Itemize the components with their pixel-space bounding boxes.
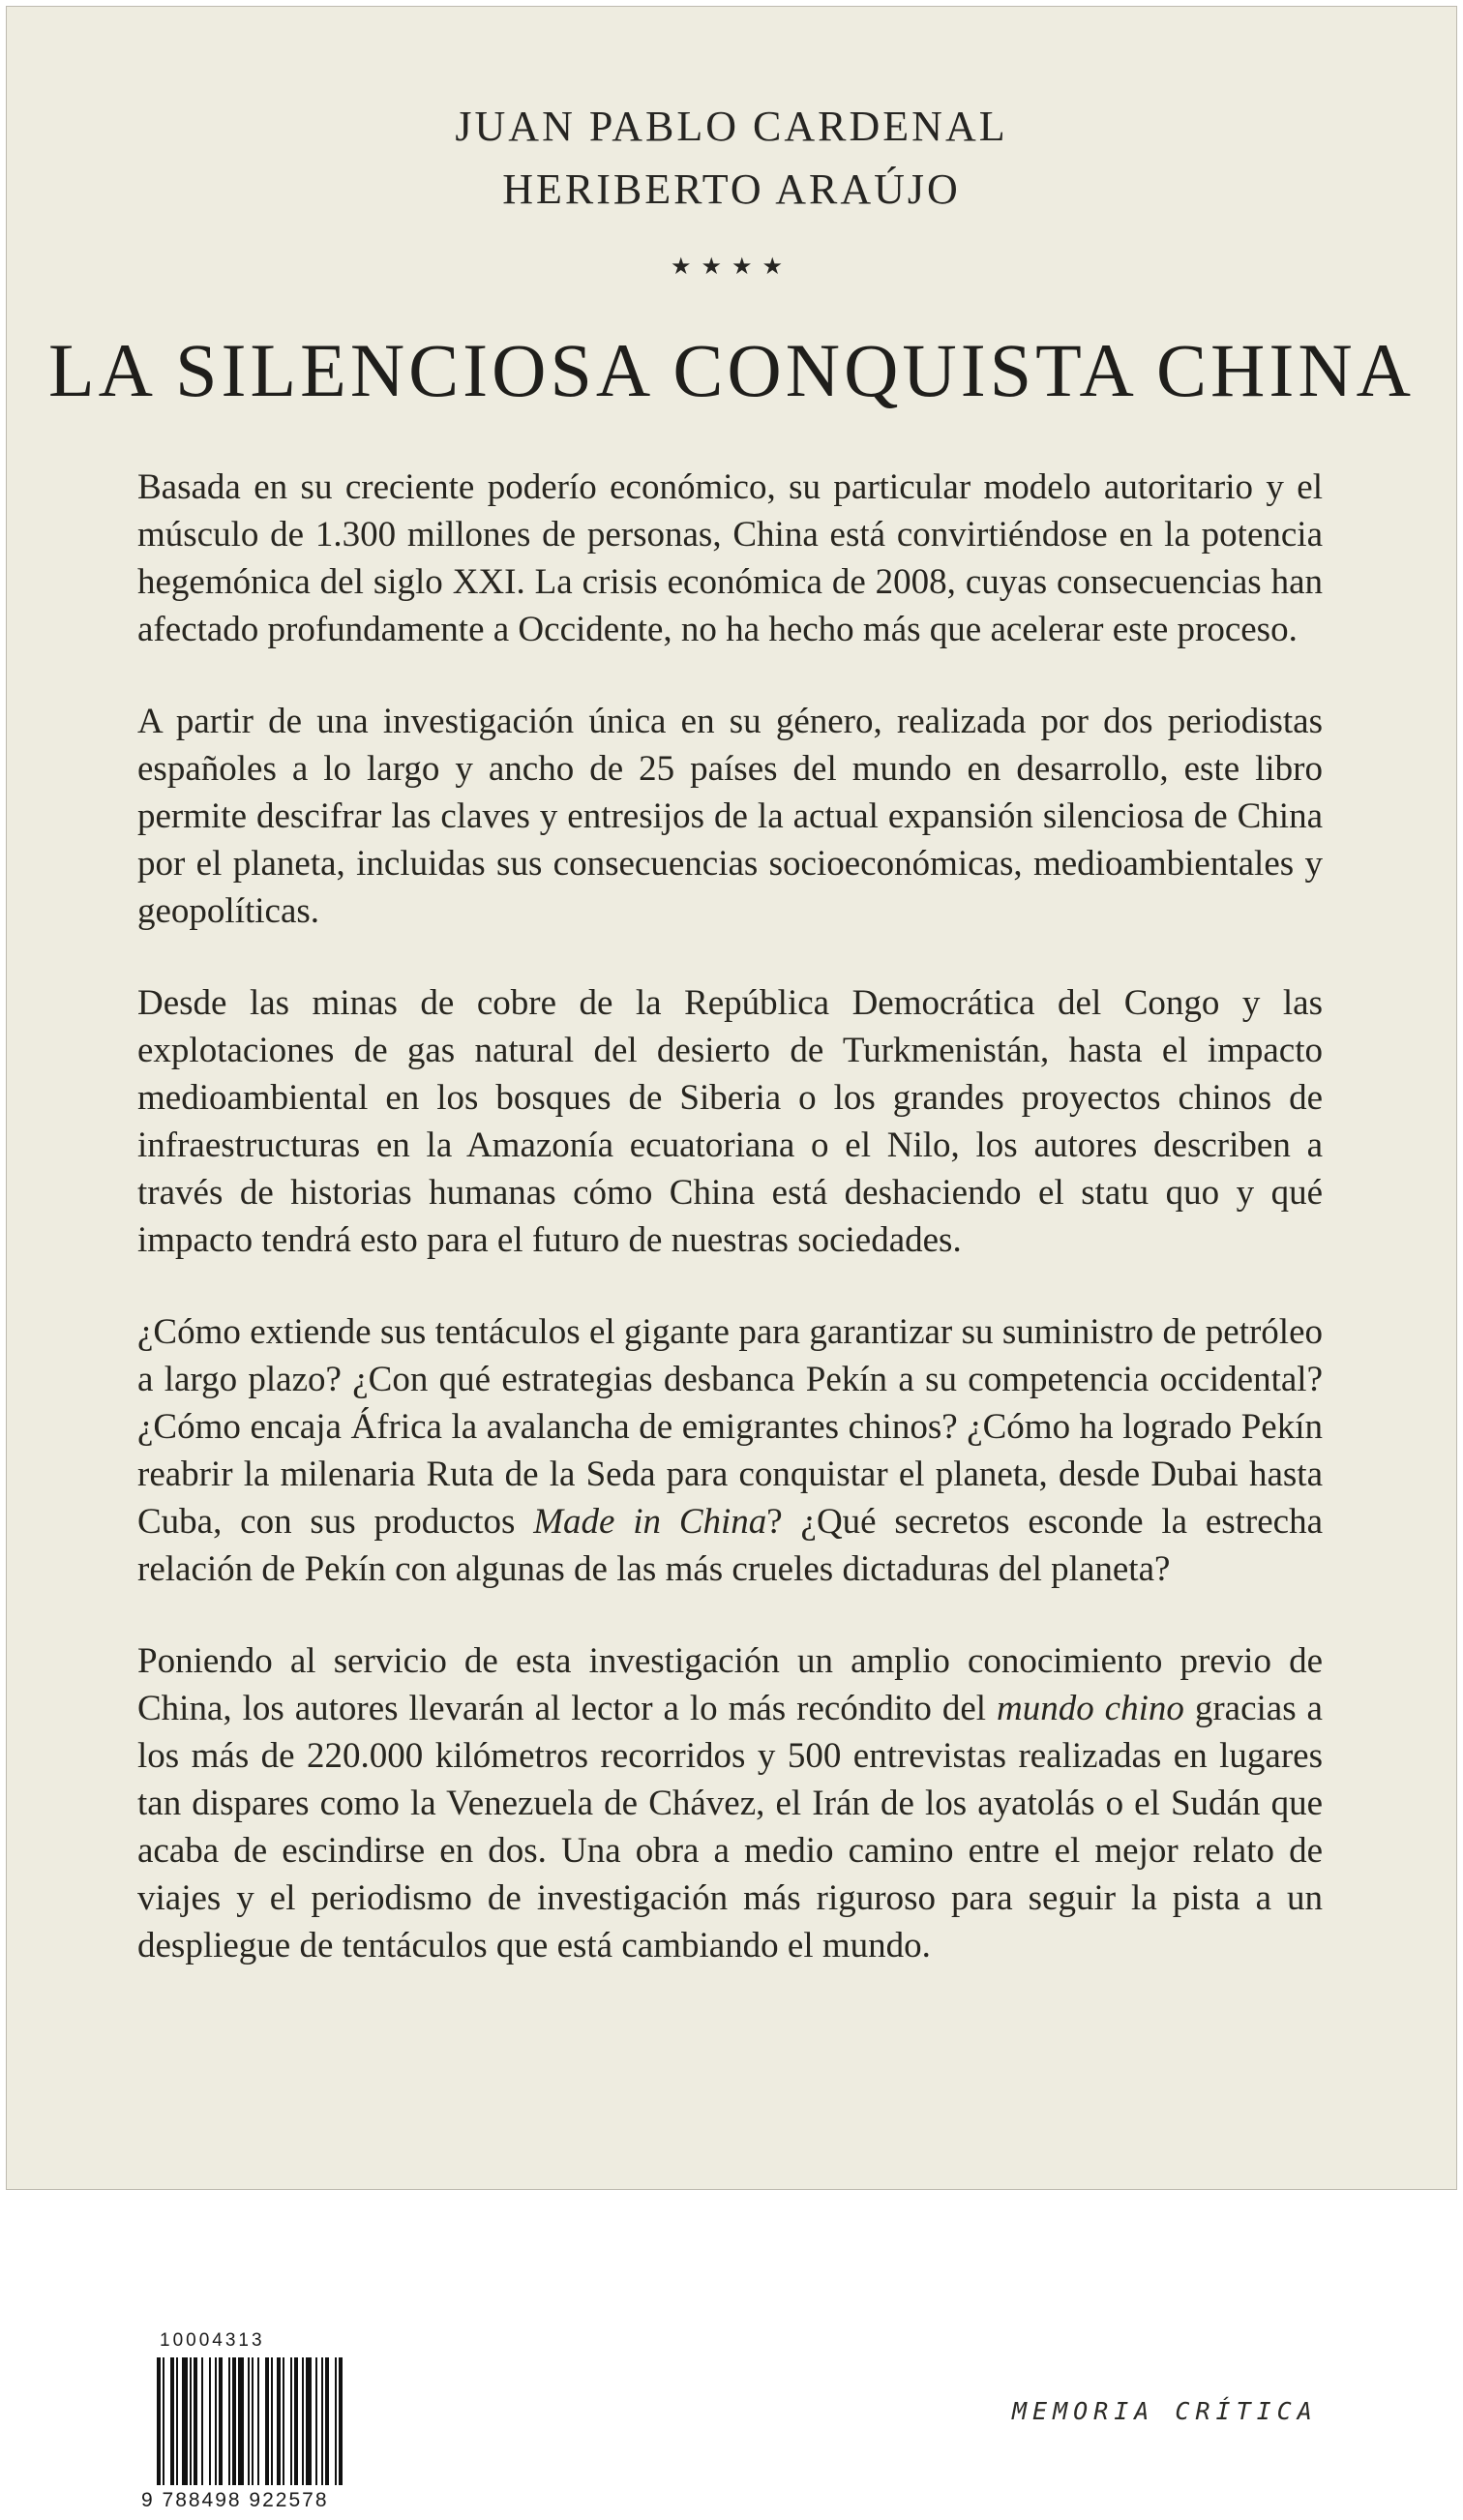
author-name-2: HERIBERTO ARAÚJO (502, 165, 961, 213)
paragraph-4-italic: Made in China (533, 1502, 767, 1542)
author-name-1: JUAN PABLO CARDENAL (455, 103, 1008, 150)
paragraph-5-italic: mundo chino (996, 1689, 1184, 1728)
synopsis-paragraph-5 (137, 1637, 1323, 1969)
barcode-icon (155, 2357, 397, 2485)
publisher-name: MEMORIA CRÍTICA (1012, 2397, 1318, 2425)
barcode-isbn-digits: 9 788498 922578 (141, 2489, 329, 2511)
paragraph-4-text-a: ¿Cómo extiende sus tentáculos el gigante para garantizar su suministro de petróleo a largo plazo? ¿Con qué estrategias desbanca Pekín a su competencia occidental? ¿Cómo encaja África la avalancha de emigrantes chinos? ¿Cómo ha logrado Pekín reabrir la milenaria Ruta de la Seda para conquistar el planeta, desde Dubai hasta Cuba, con sus productos (137, 1312, 1323, 1542)
paragraph-5-text-a: Poniendo al servicio de esta investigación un amplio conocimiento previo de China, los autores llevarán al lector a lo más recóndito del (137, 1641, 1323, 1728)
stars-ornament: ★★★★ (670, 255, 793, 280)
synopsis (137, 464, 1323, 2014)
synopsis-paragraph-4 (137, 1308, 1323, 1593)
paragraph-5-text-b: gracias a los más de 220.000 kilómetros recorridos y 500 entrevistas realizadas en lugares tan dispares como la Venezuela de Chávez, el Irán de los ayatolás o el Sudán que acaba de escindirse en dos. Una obra a medio camino entre el mejor relato de viajes y el periodismo de investigación más riguroso para seguir la pista a un despliegue de tentáculos que está cambiando el mundo. (137, 1689, 1323, 1965)
synopsis-paragraph-2: A partir de una investigación única en su género, realizada por dos periodistas españoles a lo largo y ancho de 25 países del mundo en desarrollo, este libro permite descifrar las claves y entresijos de la actual expansión silenciosa de China por el planeta, incluidas sus consecuencias socioeconómicas, medioambientales y geopolíticas. (137, 702, 1323, 931)
synopsis-paragraph-1: Basada en su creciente poderío económico, su particular modelo autoritario y el músculo de 1.300 millones de personas, China está convirtiéndose en la potencia hegemónica del siglo XXI. La crisis económica de 2008, cuyas consecuencias han afectado profundamente a Occidente, no ha hecho más que acelerar este proceso. (137, 467, 1323, 649)
synopsis-paragraph-3: Desde las minas de cobre de la República Democrática del Congo y las explotaciones de gas natural del desierto de Turkmenistán, hasta el impacto medioambiental en los bosques de Siberia o los grandes proyectos chinos de infraestructuras en la Amazonía ecuatoriana o el Nilo, los autores describen a través de historias humanas cómo China está deshaciendo el statu quo y qué impacto tendrá esto para el futuro de nuestras sociedades. (137, 983, 1323, 1260)
paragraph-4-text-b: ? ¿Qué secretos esconde la estrecha relación de Pekín con algunas de las más crueles dictaduras del planeta? (137, 1502, 1324, 1589)
barcode-top-number: 10004313 (160, 2330, 265, 2351)
back-cover (6, 6, 1457, 2190)
book-title: LA SILENCIOSA CONQUISTA CHINA (48, 328, 1415, 412)
